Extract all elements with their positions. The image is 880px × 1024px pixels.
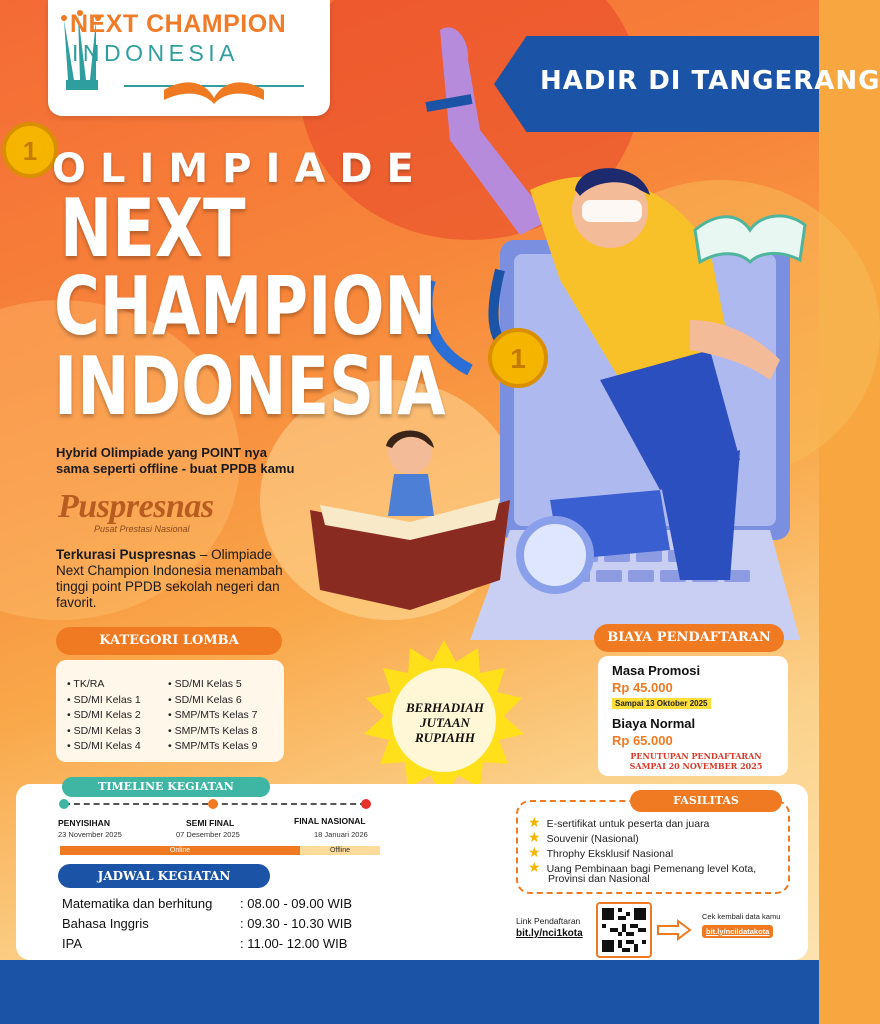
svg-text:1: 1 [510,343,526,374]
stage-name: SEMI FINAL [186,818,235,828]
jadwal-time: : 09.30 - 10.30 WIB [240,916,353,931]
kurasi-description [56,547,292,611]
title-indonesia: INDONESIA [54,340,446,433]
badge-line-3: RUPIAHH [415,730,475,745]
kurasi-text: – Olimpiade Next Champion Indonesia menambah tinggi point PPDB sekolah negeri dan favorit. [56,547,283,610]
jadwal-subject: IPA [62,936,82,951]
link-label: Link Pendaftaran [516,916,581,926]
kategori-item: • SD/MI Kelas 1 [67,693,141,706]
medal-left-icon [0,112,60,182]
open-book-logo-icon [124,72,304,106]
svg-text:1: 1 [22,136,38,166]
jadwal-subject: Bahasa Inggris [62,916,149,931]
kategori-item: • SMP/MTs Kelas 8 [168,724,258,737]
kurasi-bold: Terkurasi Puspresnas [56,547,197,562]
stage-name: FINAL NASIONAL [294,816,366,826]
bottom-bar [0,960,819,1024]
jadwal-title: JADWAL KEGIATAN [58,864,270,888]
book-icon [690,190,810,270]
biaya-title: BIAYA PENDAFTARAN [594,624,784,652]
qr-code-icon [602,908,646,952]
arrow-right-icon [656,920,692,940]
check-data-link[interactable]: bit.ly/ncildatakota [702,925,773,938]
stage-name: PENYISIHAN [58,818,110,828]
title-champion: CHAMPION [54,260,437,353]
fasilitas-title: FASILITAS [630,790,782,812]
jadwal-time: : 08.00 - 09.00 WIB [240,896,353,911]
qr-code[interactable] [596,902,652,958]
puspresnas-logo: Puspresnas [58,488,214,525]
kategori-item: • SD/MI Kelas 6 [168,693,242,706]
star-icon: ★ [528,859,541,875]
badge-text [380,700,510,745]
timeline-title: TIMELINE KEGIATAN [62,777,270,797]
kategori-item: • SD/MI Kelas 2 [67,709,141,722]
promo-price: Rp 45.000 [612,680,673,695]
normal-price: Rp 65.000 [612,733,673,748]
stage-date: 07 Desember 2025 [176,830,240,839]
kategori-column-2 [168,677,257,755]
star-icon: ★ [528,814,541,830]
promo-deadline: Sampai 13 Oktober 2025 [612,698,711,709]
fasilitas-item: ★ E-sertifikat untuk peserta dan juara [528,814,710,830]
jadwal-subject: Matematika dan berhitung [62,896,213,911]
location-banner-text: HADIR DI TANGERANG [540,66,880,96]
mode-bar [60,846,380,855]
title-olimpiade: OLIMPIADE [52,146,428,192]
kategori-item: • SD/MI Kelas 3 [67,724,141,737]
kategori-item: • TK/RA [67,678,105,690]
puspresnas-subtitle: Pusat Prestasi Nasional [94,524,190,534]
check-data-label: Cek kembali data kamu [702,912,781,921]
fasilitas-item: ★ Uang Pembinaan bagi Pemenang level Kota, [528,859,757,875]
closing-note: PENUTUPAN PENDAFTARAN SAMPAI 20 NOVEMBER 2025 [629,751,763,771]
kategori-item: • SD/MI Kelas 5 [168,678,242,690]
fasilitas-item-continued: Provinsi dan Nasional [548,873,650,885]
girl-on-book-illustration [300,420,530,620]
promo-label: Masa Promosi [612,663,701,678]
timeline-dot-1 [59,799,69,809]
star-icon: ★ [528,844,541,860]
kategori-item: • SMP/MTs Kelas 7 [168,709,258,722]
kategori-title: KATEGORI LOMBA [56,627,282,655]
kategori-column-1 [67,677,141,755]
timeline-dot-2 [208,799,218,809]
kategori-item: • SMP/MTs Kelas 9 [168,740,258,753]
fasilitas-item: ★ Souvenir (Nasional) [528,829,639,845]
fasilitas-item: ★ Throphy Eksklusif Nasional [528,844,674,860]
stage-date: 23 November 2025 [58,830,122,839]
hybrid-description: Hybrid Olimpiade yang POINT nya sama seperti offline - buat PPDB kamu [56,445,295,476]
title-next: NEXT [60,182,246,275]
kategori-item: • SD/MI Kelas 4 [67,740,141,753]
timeline-dot-3 [361,799,371,809]
star-icon: ★ [528,829,541,845]
logo-subtitle: INDONESIA [72,40,240,66]
normal-label: Biaya Normal [612,716,696,731]
badge-line-2: JUTAAN [420,715,470,730]
registration-link[interactable]: bit.ly/nci1kota [516,928,583,939]
logo-title: NEXT CHAMPION [70,10,287,38]
mode-offline: Offline [300,846,380,855]
mode-online: Online [60,846,300,855]
badge-line-1: BERHADIAH [405,700,485,715]
stage-date: 18 Januari 2026 [314,830,368,839]
jadwal-time: : 11.00- 12.00 WIB [240,936,348,951]
